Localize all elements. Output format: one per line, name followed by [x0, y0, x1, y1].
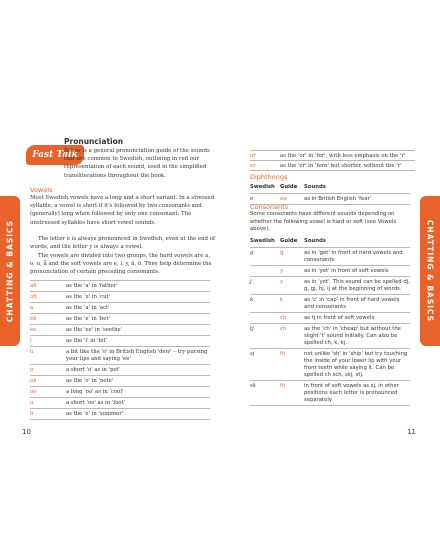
side-tab-left: [0, 196, 20, 346]
intro-paragraph: Below is a general pronunciation guide of the sounds that are common to Swedish, outlining in red our representation of each sound, used in the simplified transliterations throughout the book.: [64, 148, 210, 179]
page-number: 11: [407, 428, 416, 436]
diphthongs-table: [250, 182, 410, 205]
table-header: Swedish Guide Sounds: [250, 184, 326, 190]
side-tab-label: CHATTING & BASICS: [425, 219, 435, 323]
table-row: e eə as in British English 'fear': [250, 193, 410, 205]
table-row: k k as 'c' in 'cap' in front of hard vowels and consonants: [250, 294, 410, 312]
page-title: Pronunciation: [64, 137, 124, 146]
table-row: ö as the 'e' in 'summer': [30, 408, 210, 420]
vowels-paragraph-3: The vowels are divided into two groups, the hard vowels are a, o, u, å and the soft vowels are e, i, y, ä, ö. They help determine the pronunciation of certain preceding consonants.: [30, 253, 212, 276]
table-row: oh as the 'o' in 'note': [30, 375, 210, 386]
table-row: u a short 'oo' as in 'foot': [30, 397, 210, 408]
table-row: i as the 'i' in 'hit': [30, 335, 210, 346]
consonants-table: [250, 236, 410, 406]
vowels-table-continued: [250, 150, 415, 171]
table-row: eh as the 'e' in 'bet': [30, 313, 210, 324]
diphthongs-heading: Diphthongs: [250, 173, 288, 181]
vowels-table: [30, 280, 210, 420]
table-row: er as the 'er' in 'fern' but shorter, without the 'r': [250, 160, 415, 171]
table-row: tj ch as the 'ch' in 'cheap' but without the slight 't' sound initially. Can also be spelled ch, k, kj.: [250, 323, 410, 348]
table-row: o a short 'o' as in 'pot': [30, 364, 210, 375]
table-row: a as the 'a' in 'act': [30, 302, 210, 313]
table-row: ee as the 'ee' in 'seethe': [30, 324, 210, 335]
consonants-intro: Some consonants have different sounds depending on whether the following vowel is hard or soft (see Vowels above).: [250, 211, 397, 233]
table-row: uh as the 'u' in 'cut': [30, 291, 210, 302]
vowels-heading: Vowels: [30, 186, 53, 194]
table-row: oo a long 'oo' as in 'cool': [30, 386, 210, 397]
page-number: 10: [22, 428, 31, 436]
vowels-paragraph-1: Most Swedish vowels have a long and a short variant. In a stressed syllable, a vowel is short if it's followed by two consonants and (generally) long when followed by only one consonant. The unstressed syllables have short vowel sounds.: [30, 195, 215, 226]
table-row: ch as tj in front of soft vowels: [250, 312, 410, 323]
side-tab-right: [420, 196, 440, 346]
table-row: ü a bit like the 'e' in British English 'dew' – try pursing your lips and saying 'ee': [30, 346, 210, 364]
table-row: sk fh in front of soft vowels as sj, in other positions each letter is pronounced separately: [250, 380, 410, 406]
fast-talk-label: Fast Talk: [32, 150, 78, 160]
table-row: j y as in 'yet'. This sound can be spelled dj, g, gj, hj, lj at the beginning of words.: [250, 276, 410, 294]
table-row: ah as the 'a' in 'father': [30, 280, 210, 291]
consonants-heading: Consonants: [250, 203, 289, 211]
table-row: or as the 'or' in 'for', with less emphasis on the 'r': [250, 150, 415, 160]
table-header: Swedish Guide Sounds: [250, 238, 326, 244]
table-row: g g as in 'get' in front of hard vowels and consonants: [250, 247, 410, 265]
side-tab-label: CHATTING & BASICS: [5, 219, 15, 323]
table-row: y as in 'yet' in front of soft vowels: [250, 265, 410, 276]
table-row: sj fh not unlike 'sh' in 'ship' but try touching the inside of your lower lip with your front teeth while saying it. Can be spelled ch sch, skj, stj.: [250, 348, 410, 380]
vowels-paragraph-2: The letter e is always pronounced in Swedish, even at the end of words, and the letter y is always a vowel.: [30, 236, 215, 251]
